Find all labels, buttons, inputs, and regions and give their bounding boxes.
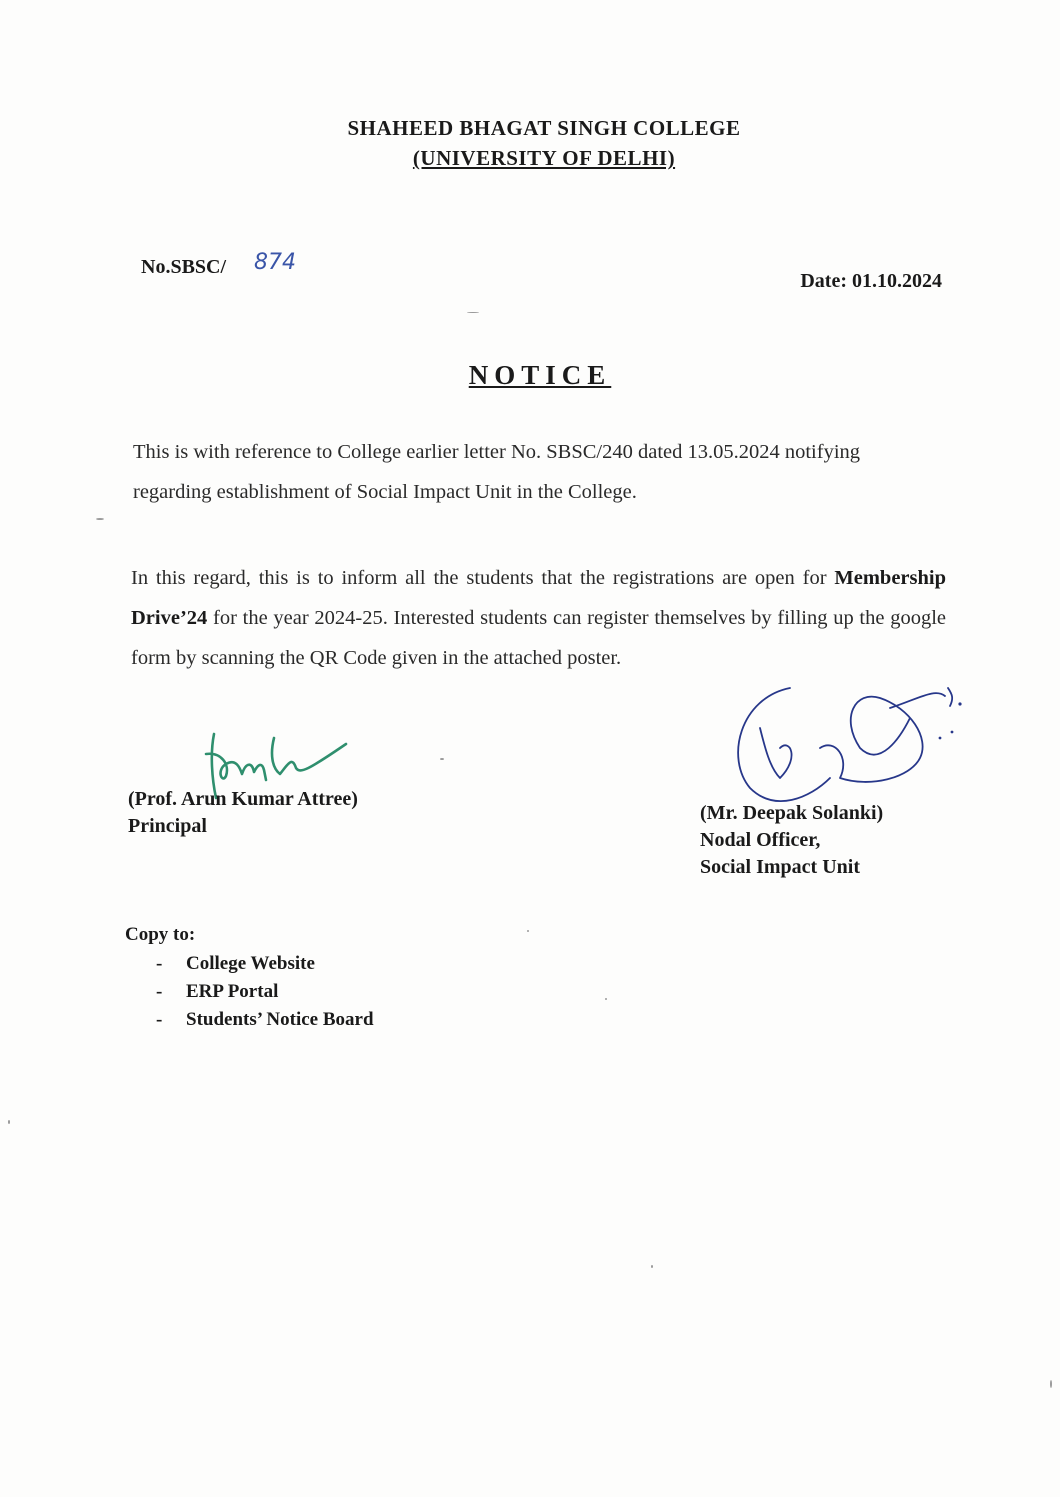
copy-to-item: - Students’ Notice Board [156, 1006, 374, 1034]
list-bullet: - [156, 953, 163, 974]
nodal-officer-block [700, 800, 883, 881]
reference-number-prefix: No.SBSC/ [141, 256, 227, 278]
list-bullet: - [156, 1009, 163, 1030]
nodal-officer-unit: Social Impact Unit [700, 856, 860, 878]
nodal-officer-signature [720, 668, 970, 818]
list-bullet: - [156, 981, 163, 1002]
nodal-officer-name: (Mr. Deepak Solanki) [700, 802, 884, 824]
reference-number-handwritten: 874 [254, 250, 296, 275]
copy-to-list [156, 950, 374, 1034]
paragraph-reference: This is with reference to College earlier letter No. SBSC/240 dated 13.05.2024 notifying regarding establishment of Social Impact Unit in the College. [133, 441, 861, 503]
paragraph-registration [131, 558, 946, 678]
copy-to-item: - ERP Portal [156, 978, 374, 1006]
college-name: SHAHEED BHAGAT SINGH COLLEGE [347, 116, 741, 140]
copy-to-item: - College Website [156, 950, 374, 978]
membership-drive-label: Membership Drive’24 [131, 567, 947, 629]
university-name: (UNIVERSITY OF DELHI) [412, 146, 676, 170]
principal-designation: Principal [128, 815, 207, 837]
principal-name: (Prof. Arun Kumar Attree) [128, 788, 358, 810]
paragraph-registration-rest: for the year 2024-25. Interested students can register themselves by filling up the google form by scanning the QR Code given in the attached poster. [131, 607, 946, 669]
copy-to-label: Copy to: [125, 924, 196, 945]
notice-title: NOTICE [468, 360, 612, 390]
principal-signature-block [128, 786, 358, 840]
notice-date: Date: 01.10.2024 [800, 270, 942, 292]
nodal-officer-designation: Nodal Officer, [700, 829, 821, 851]
paragraph-registration-intro: In this regard, this is to inform all the students that the registrations are open for [131, 567, 827, 589]
